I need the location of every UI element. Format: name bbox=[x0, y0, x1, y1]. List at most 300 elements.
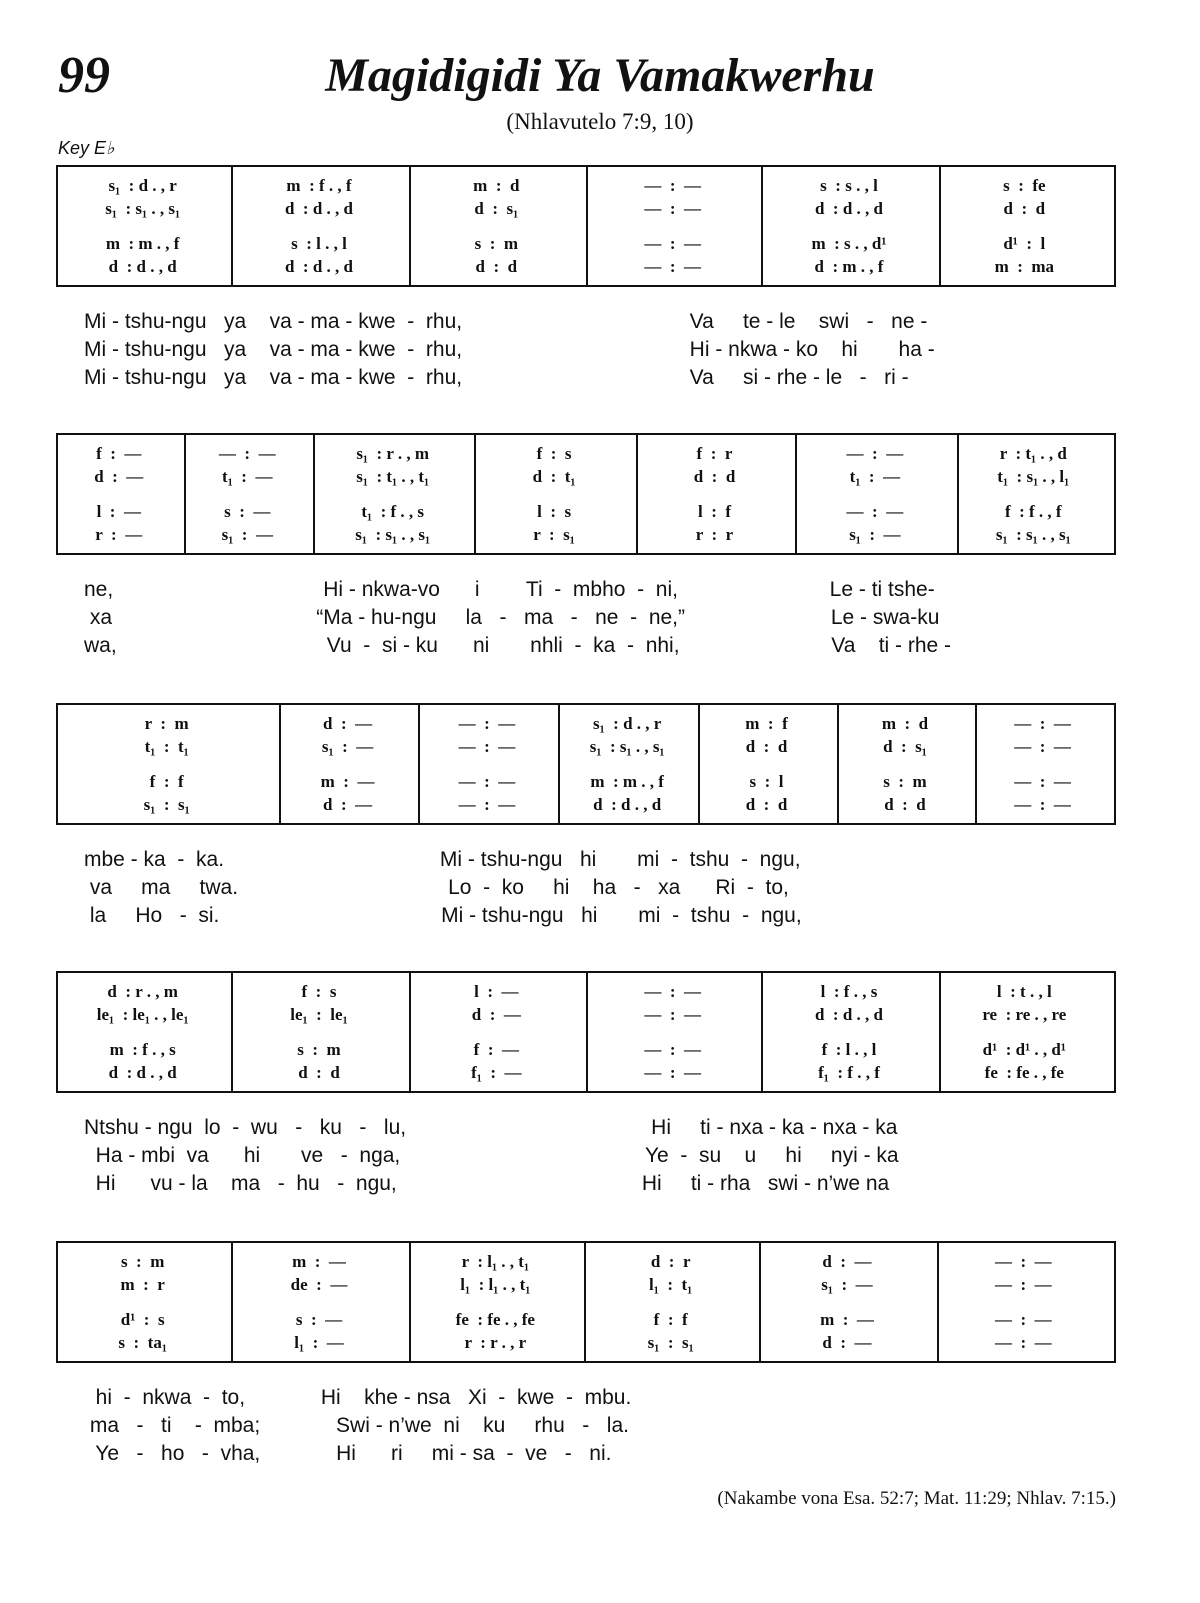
solfa-cell: t₁ : — bbox=[849, 467, 901, 486]
solfa-cell: l₁ : l₁ . , t₁ bbox=[460, 1275, 531, 1294]
voice-row bbox=[588, 1039, 761, 1061]
solfa-cell: d¹ : s bbox=[120, 1310, 165, 1329]
measure bbox=[941, 973, 1114, 1091]
solfa-cell: — : — bbox=[1014, 795, 1071, 814]
lyrics-block bbox=[56, 576, 1116, 660]
voice-row bbox=[411, 1274, 584, 1296]
solfa-cell: l : s bbox=[537, 502, 572, 521]
solfa-cell: d : — bbox=[822, 1252, 872, 1271]
voice-row bbox=[58, 713, 279, 735]
voice-row bbox=[58, 256, 231, 278]
measure bbox=[411, 1243, 586, 1361]
solfa-cell: — : — bbox=[846, 502, 904, 521]
measure bbox=[588, 167, 763, 285]
voice-row bbox=[411, 175, 586, 197]
voice-row bbox=[58, 443, 184, 465]
voice-row bbox=[281, 771, 417, 793]
voice-row bbox=[58, 466, 184, 488]
solfa-cell: s₁ : t₁ . , t₁ bbox=[356, 467, 430, 486]
voice-row bbox=[233, 1332, 408, 1354]
solfa-cell: d : — bbox=[471, 1005, 521, 1024]
solfa-cell: f₁ : f . , f bbox=[818, 1063, 880, 1082]
voice-row bbox=[315, 443, 474, 465]
solfa-cell: s : m bbox=[120, 1252, 165, 1271]
voice-row bbox=[586, 1274, 759, 1296]
voice-row bbox=[560, 794, 698, 816]
voice-row bbox=[281, 794, 417, 816]
voice-row bbox=[941, 175, 1114, 197]
measure bbox=[233, 973, 410, 1091]
voice-row bbox=[233, 1062, 408, 1084]
solfa-cell: d : d bbox=[693, 467, 736, 486]
voice-row bbox=[233, 233, 408, 255]
lyric-line: va ma twa. Lo - ko hi ha - xa Ri - to, bbox=[84, 876, 789, 899]
voice-row bbox=[977, 713, 1114, 735]
solfa-cell: d : d bbox=[298, 1063, 340, 1082]
voice-row bbox=[761, 1274, 936, 1296]
solfa-cell: t₁ : f . , s bbox=[361, 502, 425, 521]
solfa-cell: l : t . , l bbox=[996, 982, 1052, 1001]
voice-row bbox=[588, 1004, 761, 1026]
solfa-cell: — : — bbox=[644, 1063, 701, 1082]
voice-row bbox=[761, 1309, 936, 1331]
voice-row bbox=[411, 1039, 586, 1061]
voice-row bbox=[411, 1332, 584, 1354]
solfa-cell: — : — bbox=[644, 234, 701, 253]
solfa-cell: d : — bbox=[94, 467, 144, 486]
voice-row bbox=[186, 524, 314, 546]
voice-row bbox=[797, 443, 956, 465]
solfa-cell: — : — bbox=[644, 982, 701, 1001]
solfa-cell: r : s₁ bbox=[533, 525, 575, 544]
voice-row bbox=[939, 1309, 1114, 1331]
solfa-cell: — : — bbox=[1014, 772, 1071, 791]
solfa-cell: d : m . , f bbox=[814, 257, 884, 276]
lyric-line: Ha - mbi va hi ve - nga, Ye - su u hi nyi - ka bbox=[84, 1144, 899, 1167]
voice-row bbox=[763, 198, 938, 220]
lyric-line: Mi - tshu-ngu ya va - ma - kwe - rhu, Hi - nkwa - ko hi ha - bbox=[84, 338, 935, 361]
voice-row bbox=[560, 771, 698, 793]
solfa-cell: r : r bbox=[695, 525, 734, 544]
solfa-cell: s : ta₁ bbox=[118, 1333, 167, 1352]
solfa-cell: — : — bbox=[994, 1310, 1052, 1329]
lyrics-block bbox=[56, 846, 1116, 930]
solfa-cell: m : — bbox=[820, 1310, 874, 1329]
voice-row bbox=[939, 1332, 1114, 1354]
solfa-cell: d : d . , d bbox=[814, 199, 883, 218]
solfa-cell: s : l . , l bbox=[291, 234, 347, 253]
voice-row bbox=[638, 524, 795, 546]
lyric-line: Hi vu - la ma - hu - ngu, Hi ti - rha swi - n’we na bbox=[84, 1172, 890, 1195]
solfa-cell: d : d bbox=[1003, 199, 1046, 218]
voice-row bbox=[763, 256, 938, 278]
solfa-cell: — : — bbox=[644, 257, 701, 276]
solfa-cell: d : t₁ bbox=[532, 467, 576, 486]
voice-row bbox=[58, 1332, 231, 1354]
solfa-cell: — : — bbox=[218, 444, 276, 463]
measure bbox=[411, 973, 588, 1091]
voice-row bbox=[58, 1251, 231, 1273]
voice-row bbox=[233, 175, 408, 197]
key-signature: Key E♭ bbox=[58, 138, 115, 158]
voice-row bbox=[58, 1274, 231, 1296]
voice-row bbox=[939, 1274, 1114, 1296]
solfa-cell: s₁ : s₁ bbox=[143, 795, 190, 814]
voice-row bbox=[763, 233, 938, 255]
lyric-line: ne, Hi - nkwa-vo i Ti - mbho - ni, Le - ti tshe- bbox=[84, 578, 935, 601]
solfa-cell: r : l₁ . , t₁ bbox=[461, 1252, 530, 1271]
measure bbox=[941, 167, 1114, 285]
lyric-line: Ye - ho - vha, Hi ri mi - sa - ve - ni. bbox=[84, 1442, 612, 1465]
solfa-cell: m : r bbox=[120, 1275, 165, 1294]
solfa-cell: re : re . , re bbox=[982, 1005, 1067, 1024]
measure bbox=[58, 167, 233, 285]
measure bbox=[763, 973, 940, 1091]
solfa-cell: s₁ : — bbox=[321, 737, 374, 756]
solfa-cell: fe : fe . , fe bbox=[455, 1310, 535, 1329]
notation-system bbox=[56, 165, 1116, 287]
voice-row bbox=[411, 1251, 584, 1273]
solfa-cell: — : — bbox=[1014, 737, 1071, 756]
voice-row bbox=[959, 466, 1114, 488]
voice-row bbox=[588, 256, 761, 278]
solfa-cell: d : — bbox=[322, 714, 373, 733]
voice-row bbox=[411, 256, 586, 278]
solfa-cell: le₁ : le₁ . , le₁ bbox=[96, 1005, 189, 1024]
voice-row bbox=[977, 736, 1114, 758]
solfa-cell: l : f bbox=[697, 502, 732, 521]
lyric-line: xa “Ma - hu-ngu la - ma - ne - ne,” Le - swa-ku bbox=[84, 606, 940, 629]
voice-row bbox=[941, 981, 1114, 1003]
solfa-cell: s : — bbox=[295, 1310, 343, 1329]
voice-row bbox=[959, 443, 1114, 465]
voice-row bbox=[58, 981, 231, 1003]
voice-row bbox=[638, 501, 795, 523]
voice-row bbox=[420, 713, 558, 735]
voice-row bbox=[58, 175, 231, 197]
voice-row bbox=[797, 501, 956, 523]
solfa-cell: l : — bbox=[474, 982, 519, 1001]
solfa-cell: m : — bbox=[292, 1252, 346, 1271]
hymn-title: Magidigidi Ya Vamakwerhu bbox=[325, 49, 875, 102]
solfa-cell: r : r . , r bbox=[464, 1333, 527, 1352]
measure bbox=[411, 167, 588, 285]
solfa-cell: d : d . , d bbox=[593, 795, 662, 814]
voice-row bbox=[411, 233, 586, 255]
solfa-cell: d : d . , d bbox=[284, 257, 353, 276]
solfa-cell: d : d bbox=[745, 737, 788, 756]
voice-row bbox=[588, 1062, 761, 1084]
solfa-cell: fe : fe . , fe bbox=[984, 1063, 1064, 1082]
voice-row bbox=[638, 443, 795, 465]
solfa-cell: s₁ : — bbox=[821, 1275, 873, 1294]
lyrics-block bbox=[56, 308, 1116, 392]
solfa-cell: f : f bbox=[149, 772, 184, 791]
solfa-cell: — : — bbox=[458, 795, 516, 814]
voice-row bbox=[977, 794, 1114, 816]
voice-row bbox=[476, 443, 635, 465]
solfa-cell: s : m bbox=[883, 772, 927, 791]
solfa-cell: d : — bbox=[322, 795, 373, 814]
voice-row bbox=[700, 736, 836, 758]
solfa-cell: m : d bbox=[473, 176, 520, 195]
voice-row bbox=[700, 794, 836, 816]
solfa-cell: d : s₁ bbox=[883, 737, 927, 756]
solfa-cell: s : fe bbox=[1003, 176, 1046, 195]
solfa-cell: m : m . , f bbox=[105, 234, 180, 253]
voice-row bbox=[58, 198, 231, 220]
hymn-number: 99 bbox=[58, 47, 110, 104]
voice-row bbox=[186, 443, 314, 465]
voice-row bbox=[58, 1062, 231, 1084]
solfa-cell: d : d . , d bbox=[108, 257, 177, 276]
voice-row bbox=[233, 1039, 408, 1061]
voice-row bbox=[700, 771, 836, 793]
solfa-cell: l : f . , s bbox=[820, 982, 878, 1001]
voice-row bbox=[476, 501, 635, 523]
solfa-cell: le₁ : le₁ bbox=[290, 1005, 348, 1024]
voice-row bbox=[233, 1251, 408, 1273]
voice-row bbox=[959, 501, 1114, 523]
measure bbox=[233, 1243, 410, 1361]
voice-row bbox=[797, 524, 956, 546]
solfa-cell: t₁ : — bbox=[222, 467, 273, 486]
measure bbox=[58, 435, 186, 553]
voice-row bbox=[315, 524, 474, 546]
measure bbox=[560, 705, 700, 823]
solfa-cell: f : s bbox=[536, 444, 572, 463]
solfa-cell: l₁ : — bbox=[294, 1333, 344, 1352]
lyric-line: Ntshu - ngu lo - wu - ku - lu, Hi ti - nxa - ka - nxa - ka bbox=[84, 1116, 898, 1139]
lyric-line: hi - nkwa - to, Hi khe - nsa Xi - kwe - mbu. bbox=[84, 1386, 632, 1409]
lyric-line: Mi - tshu-ngu ya va - ma - kwe - rhu, Va te - le swi - ne - bbox=[84, 310, 928, 333]
solfa-cell: — : — bbox=[644, 1005, 701, 1024]
solfa-cell: s : m bbox=[297, 1040, 341, 1059]
solfa-cell: d : r . , m bbox=[107, 982, 178, 1001]
measure bbox=[839, 705, 977, 823]
voice-row bbox=[941, 256, 1114, 278]
solfa-cell: d : — bbox=[822, 1333, 872, 1352]
voice-row bbox=[58, 233, 231, 255]
measure bbox=[233, 167, 410, 285]
voice-row bbox=[233, 981, 408, 1003]
lyric-line: la Ho - si. Mi - tshu-ngu hi mi - tshu - ngu, bbox=[84, 904, 802, 927]
voice-row bbox=[761, 1332, 936, 1354]
voice-row bbox=[941, 1004, 1114, 1026]
solfa-cell: m : ma bbox=[994, 257, 1055, 276]
solfa-cell: s : m bbox=[474, 234, 519, 253]
solfa-cell: — : — bbox=[644, 199, 701, 218]
voice-row bbox=[58, 501, 184, 523]
solfa-cell: f : l . , l bbox=[821, 1040, 877, 1059]
voice-row bbox=[839, 713, 975, 735]
measure bbox=[586, 1243, 761, 1361]
lyric-line: mbe - ka - ka. Mi - tshu-ngu hi mi - tshu - ngu, bbox=[84, 848, 801, 871]
voice-row bbox=[941, 198, 1114, 220]
solfa-cell: r : t₁ . , d bbox=[999, 444, 1067, 463]
measure bbox=[186, 435, 316, 553]
solfa-cell: m : f bbox=[745, 714, 788, 733]
solfa-cell: — : — bbox=[644, 1040, 701, 1059]
solfa-cell: m : m . , f bbox=[590, 772, 664, 791]
solfa-cell: — : — bbox=[644, 176, 701, 195]
solfa-cell: d : r bbox=[650, 1252, 691, 1271]
solfa-cell: f : — bbox=[473, 1040, 519, 1059]
solfa-cell: — : — bbox=[994, 1275, 1052, 1294]
solfa-cell: r : m bbox=[144, 714, 189, 733]
solfa-cell: r : — bbox=[95, 525, 143, 544]
voice-row bbox=[58, 1309, 231, 1331]
voice-row bbox=[586, 1332, 759, 1354]
lyric-line: wa, Vu - si - ku ni nhli - ka - nhi, Va ti - rhe - bbox=[84, 634, 952, 657]
solfa-cell: d : d . , d bbox=[284, 199, 353, 218]
solfa-cell: — : — bbox=[994, 1333, 1052, 1352]
solfa-cell: m : s . , d¹ bbox=[811, 234, 887, 253]
voice-row bbox=[763, 1039, 938, 1061]
solfa-cell: s₁ : s₁ . , s₁ bbox=[105, 199, 181, 218]
voice-row bbox=[315, 466, 474, 488]
solfa-cell: — : — bbox=[994, 1252, 1052, 1271]
voice-row bbox=[58, 794, 279, 816]
notation-system bbox=[56, 971, 1116, 1093]
measure bbox=[700, 705, 838, 823]
solfa-cell: s : s . , l bbox=[820, 176, 878, 195]
voice-row bbox=[839, 771, 975, 793]
voice-row bbox=[233, 1004, 408, 1026]
voice-row bbox=[763, 1004, 938, 1026]
solfa-cell: t₁ : t₁ bbox=[144, 737, 189, 756]
solfa-cell: s₁ : s₁ . , s₁ bbox=[995, 525, 1071, 544]
solfa-cell: f₁ : — bbox=[471, 1063, 522, 1082]
solfa-cell: d : d bbox=[475, 257, 518, 276]
voice-row bbox=[939, 1251, 1114, 1273]
voice-row bbox=[959, 524, 1114, 546]
voice-row bbox=[941, 1062, 1114, 1084]
measure bbox=[476, 435, 637, 553]
voice-row bbox=[977, 771, 1114, 793]
solfa-cell: l₁ : t₁ bbox=[649, 1275, 693, 1294]
voice-row bbox=[588, 198, 761, 220]
voice-row bbox=[586, 1251, 759, 1273]
voice-row bbox=[941, 1039, 1114, 1061]
voice-row bbox=[411, 198, 586, 220]
solfa-cell: s : — bbox=[224, 502, 271, 521]
voice-row bbox=[588, 981, 761, 1003]
solfa-cell: d : d bbox=[884, 795, 926, 814]
solfa-cell: — : — bbox=[458, 714, 516, 733]
solfa-cell: f : s bbox=[301, 982, 337, 1001]
solfa-cell: — : — bbox=[1014, 714, 1071, 733]
solfa-cell: d : s₁ bbox=[474, 199, 519, 218]
voice-row bbox=[420, 736, 558, 758]
voice-row bbox=[586, 1309, 759, 1331]
solfa-cell: f : f . , f bbox=[1004, 502, 1062, 521]
voice-row bbox=[411, 1062, 586, 1084]
scripture-reference: (Nhlavutelo 7:9, 10) bbox=[506, 109, 694, 134]
solfa-cell: m : d bbox=[881, 714, 929, 733]
notation-system bbox=[56, 703, 1116, 825]
solfa-cell: m : — bbox=[320, 772, 375, 791]
voice-row bbox=[476, 466, 635, 488]
solfa-cell: d : d . , d bbox=[108, 1063, 177, 1082]
measure bbox=[588, 973, 763, 1091]
voice-row bbox=[233, 198, 408, 220]
footnote: (Nakambe vona Esa. 52:7; Mat. 11:29; Nhlav. 7:15.) bbox=[717, 1488, 1116, 1509]
solfa-cell: s₁ : r . , m bbox=[356, 444, 430, 463]
solfa-cell: d : d . , d bbox=[814, 1005, 883, 1024]
voice-row bbox=[420, 771, 558, 793]
voice-row bbox=[233, 1309, 408, 1331]
solfa-cell: l : — bbox=[96, 502, 141, 521]
voice-row bbox=[411, 1309, 584, 1331]
solfa-cell: d : d bbox=[745, 795, 788, 814]
voice-row bbox=[763, 981, 938, 1003]
lyrics-block bbox=[56, 1114, 1116, 1198]
measure bbox=[763, 167, 940, 285]
voice-row bbox=[700, 713, 836, 735]
measure bbox=[797, 435, 958, 553]
solfa-cell: f : — bbox=[96, 444, 142, 463]
voice-row bbox=[839, 794, 975, 816]
voice-row bbox=[588, 175, 761, 197]
solfa-cell: — : — bbox=[458, 737, 516, 756]
measure bbox=[58, 1243, 233, 1361]
solfa-cell: f : f bbox=[653, 1310, 688, 1329]
voice-row bbox=[281, 713, 417, 735]
voice-row bbox=[560, 736, 698, 758]
measure bbox=[638, 435, 797, 553]
voice-row bbox=[411, 981, 586, 1003]
voice-row bbox=[839, 736, 975, 758]
solfa-cell: d¹ : l bbox=[1003, 234, 1046, 253]
voice-row bbox=[58, 1004, 231, 1026]
measure bbox=[977, 705, 1114, 823]
solfa-cell: m : f . , s bbox=[109, 1040, 176, 1059]
measure bbox=[58, 705, 281, 823]
voice-row bbox=[186, 501, 314, 523]
notation-system bbox=[56, 433, 1116, 555]
lyric-line: ma - ti - mba; Swi - n’we ni ku rhu - la. bbox=[84, 1414, 629, 1437]
lyric-line: Mi - tshu-ngu ya va - ma - kwe - rhu, Va si - rhe - le - ri - bbox=[84, 366, 909, 389]
voice-row bbox=[411, 1004, 586, 1026]
voice-row bbox=[476, 524, 635, 546]
voice-row bbox=[281, 736, 417, 758]
solfa-cell: s₁ : d . , r bbox=[108, 176, 177, 195]
solfa-cell: — : — bbox=[846, 444, 904, 463]
voice-row bbox=[941, 233, 1114, 255]
voice-row bbox=[315, 501, 474, 523]
solfa-cell: s₁ : — bbox=[221, 525, 273, 544]
measure bbox=[959, 435, 1114, 553]
solfa-cell: — : — bbox=[458, 772, 516, 791]
solfa-cell: s : l bbox=[749, 772, 784, 791]
voice-row bbox=[233, 1274, 408, 1296]
solfa-cell: s₁ : d . , r bbox=[592, 714, 662, 733]
voice-row bbox=[763, 1062, 938, 1084]
voice-row bbox=[186, 466, 314, 488]
measure bbox=[315, 435, 476, 553]
solfa-cell: de : — bbox=[290, 1275, 348, 1294]
measure bbox=[420, 705, 560, 823]
measure bbox=[281, 705, 419, 823]
voice-row bbox=[588, 233, 761, 255]
solfa-cell: m : f . , f bbox=[286, 176, 352, 195]
voice-row bbox=[797, 466, 956, 488]
solfa-cell: d¹ : d¹ . , d¹ bbox=[982, 1040, 1066, 1059]
voice-row bbox=[58, 524, 184, 546]
measure bbox=[58, 973, 233, 1091]
solfa-cell: s₁ : s₁ . , s₁ bbox=[589, 737, 665, 756]
